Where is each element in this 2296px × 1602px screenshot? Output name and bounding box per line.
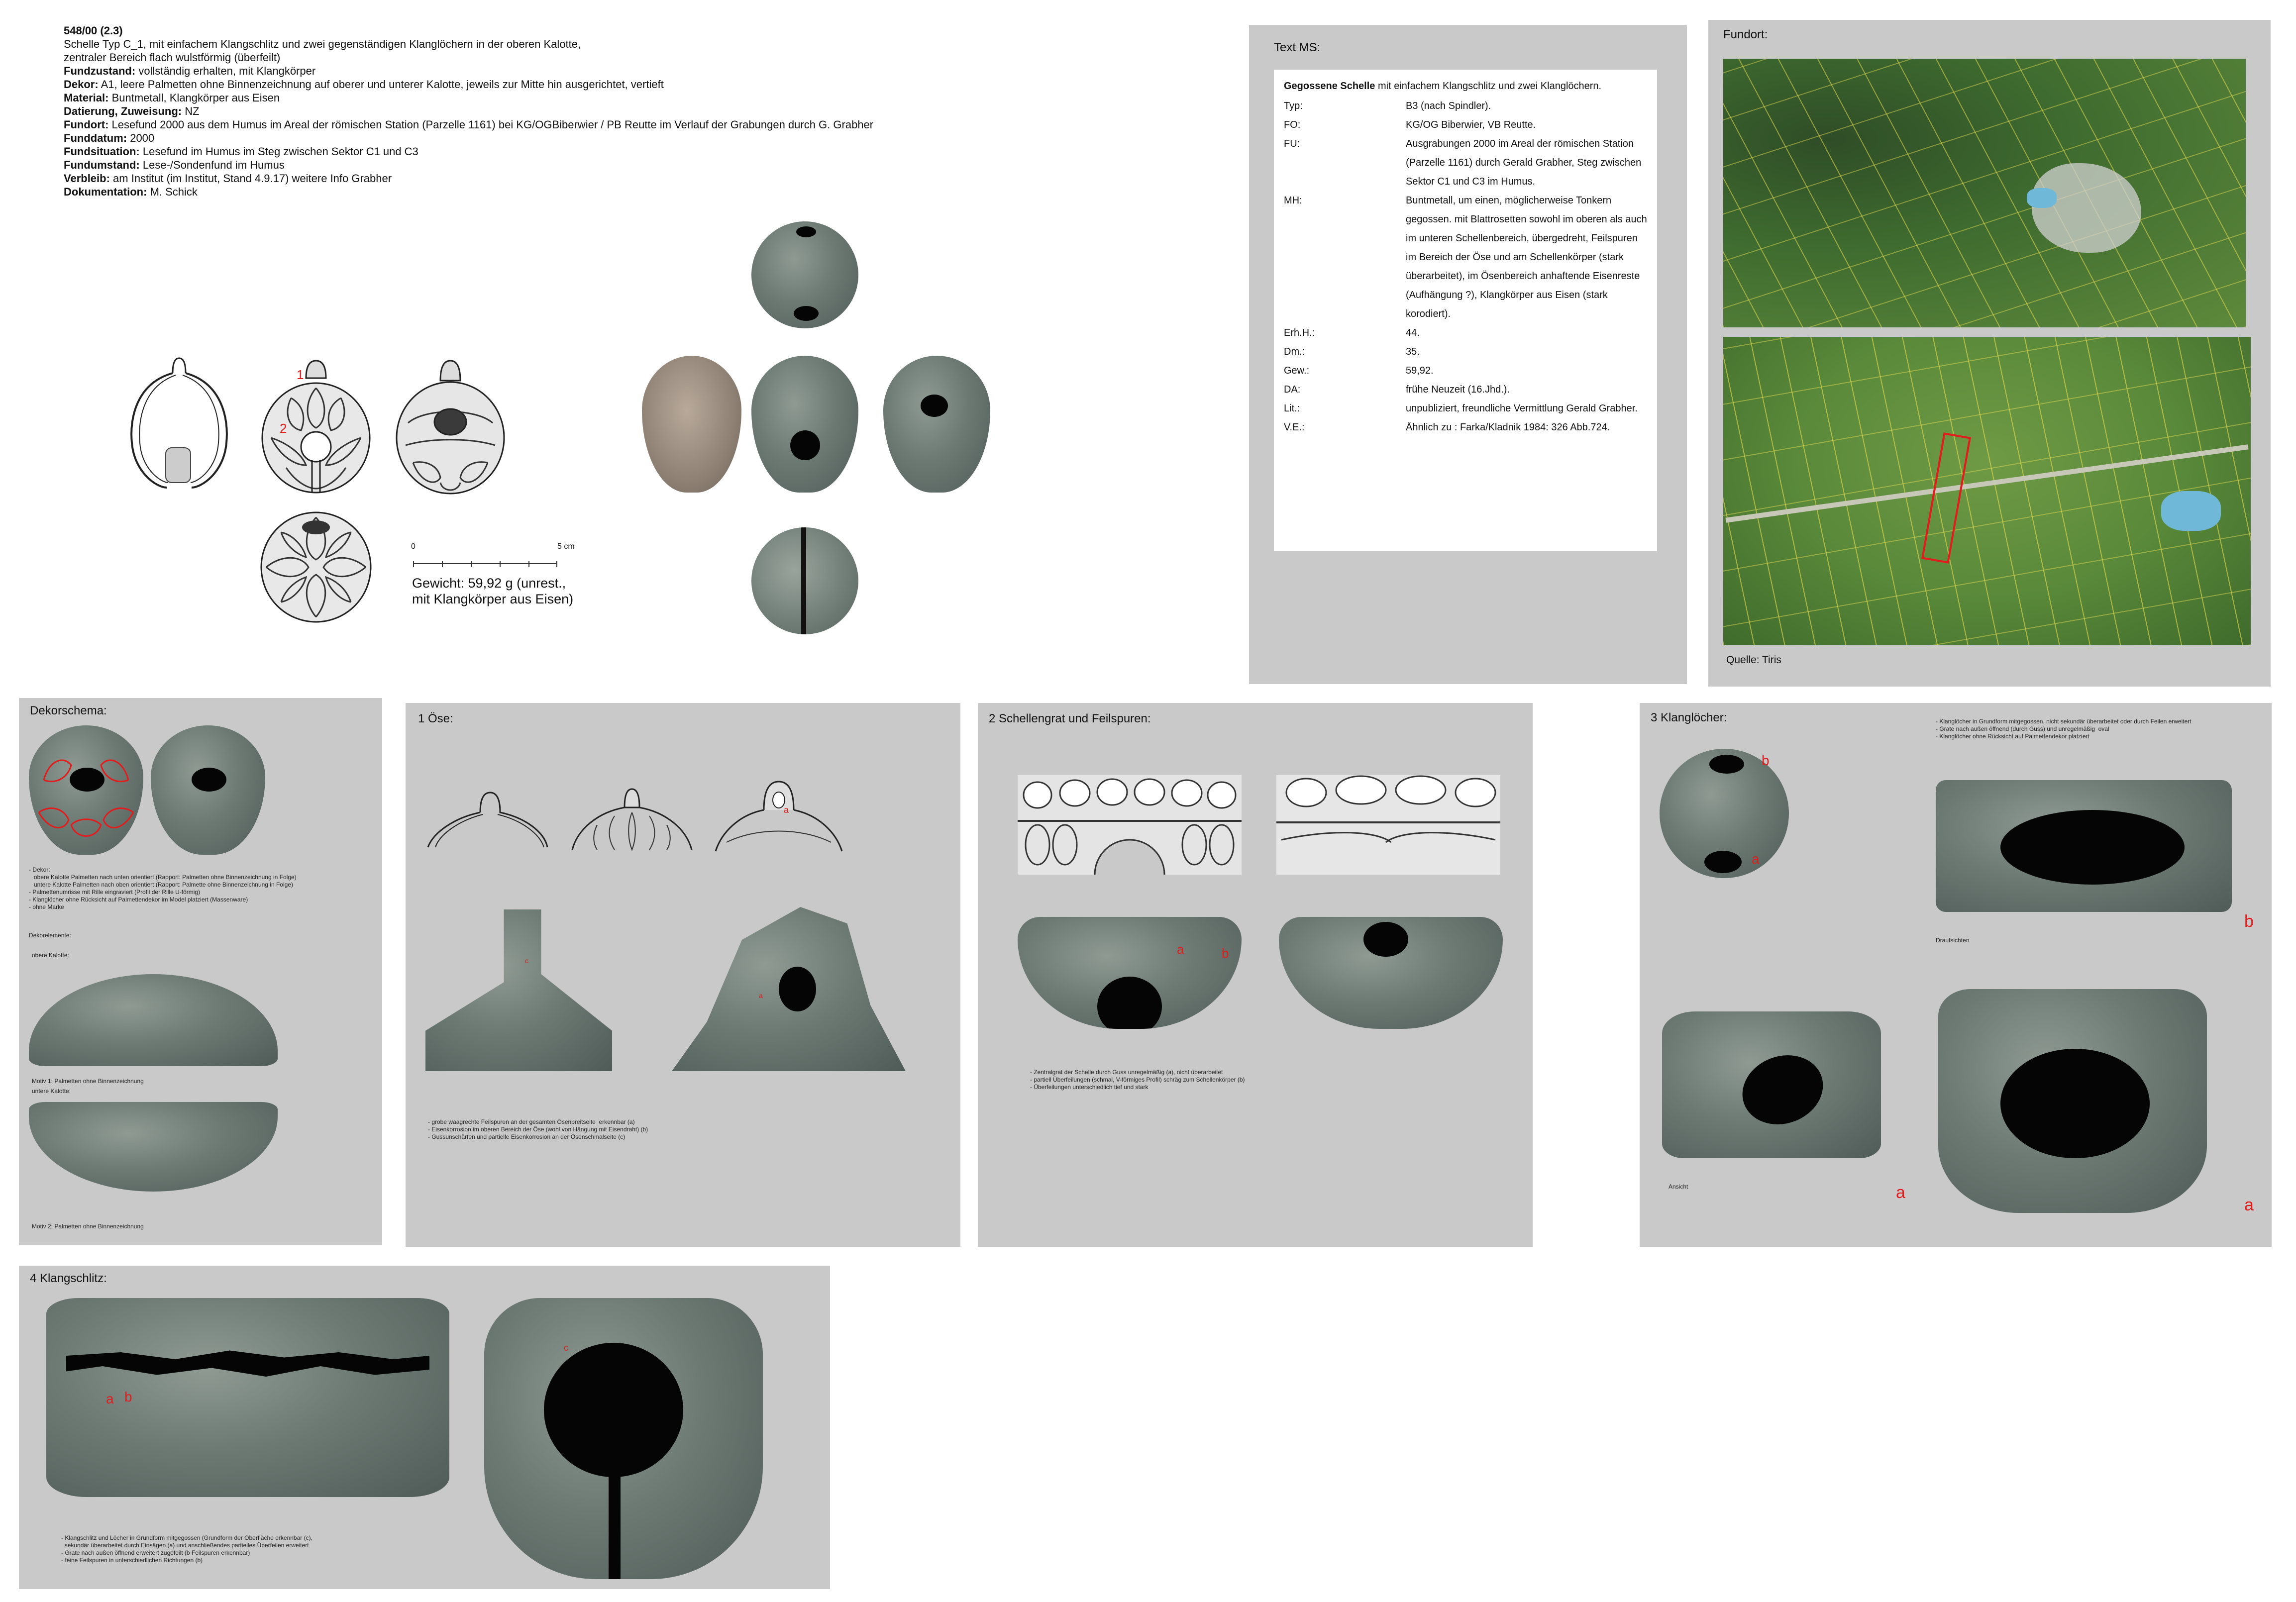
text-ms-panel: [1249, 25, 1687, 684]
grat-panel: [978, 703, 1533, 1247]
photo-oese-front: [672, 907, 906, 1071]
text-ms-row-gew: Gew.: 59,92.: [1284, 365, 1434, 376]
dekor-elements-label: Dekorelemente:: [29, 932, 71, 939]
dekor-lower-label: untere Kalotte:: [32, 1088, 71, 1095]
oese-front-drawing: [567, 780, 697, 852]
text-ms-row-fo: FO: KG/OG Biberwier, VB Reutte.: [1284, 119, 1536, 130]
klang-title: 3 Klanglöcher:: [1651, 711, 1727, 724]
field-fundsituation: Fundsituation: Lesefund im Humus im Steg zwischen Sektor C1 und C3: [64, 145, 418, 158]
field-datierung: Datierung, Zuweisung: NZ: [64, 105, 200, 117]
palmette-outline-overlay: [29, 725, 143, 855]
text-ms-row-ve: V.E.: Ähnlich zu : Farka/Kladnik 1984: 326 Abb.724.: [1284, 422, 1610, 433]
fundort-panel: [1708, 20, 2271, 687]
parcel-highlight: [1921, 432, 1971, 564]
grat-drawing-front: [1018, 775, 1242, 875]
side-view-drawing: [391, 358, 510, 498]
field-dekor: Dekor: A1, leere Palmetten ohne Binnenzeichnung auf oberer und unterer Kalotte, jeweils zur Mitte hin ausgerichtet, vertieft: [64, 78, 664, 91]
photo-dekor-plain: [151, 725, 265, 855]
grat-photo-label-b: b: [1222, 946, 1229, 961]
text-ms-intro: Gegossene Schelle mit einfachem Klangschlitz und zwei Klanglöchern.: [1284, 81, 1602, 92]
klang-ansicht-label-a: a: [1896, 1183, 1905, 1202]
dekorschema-panel: [19, 698, 382, 1245]
oese-notes: - grobe waagrechte Feilspuren an der gesamten Ösenbreitseite erkennbar (a) - Eisenkorrosion im oberen Bereich der Öse (wohl von Hängung mit Eisendraht) (b) - Gussunschärfen und partielle Eisenkorrosion an der Ösenschmalseite (c): [428, 1118, 648, 1140]
klangschlitz-panel: [19, 1266, 830, 1589]
weight-line: mit Klangkörper aus Eisen): [412, 592, 574, 606]
catalogue-header: [64, 24, 1009, 199]
oese-photo-label-a: a: [759, 992, 763, 1000]
drawing-label-1: 1: [297, 367, 304, 382]
drawing-label-2: 2: [280, 421, 287, 436]
dekor-notes: - Dekor: obere Kalotte Palmetten nach unten orientiert (Rapport: Palmetten ohne Binnenzeichnung in Folge) untere Kalotte Palmetten nach oben orientiert (Rapport: Palmette ohne Binnenzeichnung in Folge) - Palmettenumrisse mit Rille eingraviert (Profil der Rille U-förmig) - Klanglöcher ohne Rücksicht auf Palmettendekor im Model platziert (Massenware) - ohne Marke: [29, 866, 297, 910]
schlitz-label-c: c: [564, 1343, 568, 1353]
klang-ansicht-label: Ansicht: [1669, 1183, 1688, 1190]
oese-side-drawing: [712, 773, 846, 852]
photo-klang-draufsicht: [1936, 780, 2232, 912]
header-line: Schelle Typ C_1, mit einfachem Klangschlitz und zwei gegenständigen Klanglöchern in der oberen Kalotte,: [64, 38, 581, 50]
oese-photo-label-c: c: [525, 957, 528, 965]
klang-notes: - Klanglöcher in Grundform mitgegossen, nicht sekundär überarbeitet oder durch Feilen erweitert - Grate nach außen öffnend (durch Guss) und unregelmäßig oval - Klanglöcher ohne Rücksicht auf Palmettendekor platziert: [1936, 718, 2192, 740]
dekorschema-title: Dekorschema:: [30, 704, 107, 717]
photo-lower-kalotte: [29, 1102, 278, 1192]
aerial-map-overview: [1723, 59, 2246, 327]
field-dokumentation: Dokumentation: M. Schick: [64, 186, 198, 198]
dekor-upper-label: obere Kalotte:: [32, 952, 69, 959]
field-material: Material: Buntmetall, Klangkörper aus Eisen: [64, 92, 280, 104]
photo-grat-front: [1018, 917, 1242, 1029]
oese-profile-drawing: [425, 783, 550, 852]
klang-draufsichten-label: Draufsichten: [1936, 937, 1970, 944]
dekor-motiv2: Motiv 2: Palmetten ohne Binnenzeichnung: [32, 1223, 144, 1230]
map-source: Quelle: Tiris: [1726, 654, 1781, 666]
grat-notes: - Zentralgrat der Schelle durch Guss unregelmäßig (a), nicht überarbeitet - partiell Überfeilungen (schmal, V-förmiges Profil) schräg zum Schellenkörper (b) - Überfeilungen unterschiedlich tief und stark: [1030, 1069, 1245, 1091]
klangloecher-panel: [1640, 703, 2272, 1247]
photo-side-left: [642, 356, 741, 493]
klang-draufsicht-label-b: b: [2244, 912, 2254, 931]
photo-oese-side: [425, 909, 612, 1071]
klang-top-label-a: a: [1752, 851, 1760, 867]
grat-photo-label-a: a: [1177, 942, 1184, 957]
photo-upper-kalotte: [29, 974, 278, 1066]
fundort-title: Fundort:: [1723, 28, 1768, 41]
schlitz-notes: - Klangschlitz und Löcher in Grundform mitgegossen (Grundform der Oberfläche erkennbar (c), sekundär überarbeitet durch Einsägen (a) und anschließendes partielles Überfeilen erweitert - Grate nach außen öffnend erweitert zugefeilt (b Feilspuren erkennbar) - feine Feilspuren in unterschiedlichen Richtungen (b): [61, 1534, 313, 1564]
photo-side-right: [883, 356, 990, 493]
scale-bar: [413, 561, 562, 571]
text-ms-row-typ: Typ: B3 (nach Spindler).: [1284, 100, 1491, 111]
photo-schlitz-hole: [484, 1298, 763, 1579]
text-ms-row-da: DA: frühe Neuzeit (16.Jhd.).: [1284, 384, 1510, 395]
scale-zero: 0: [411, 542, 416, 551]
schlitz-title: 4 Klangschlitz:: [30, 1272, 107, 1285]
photo-grat-side: [1279, 917, 1503, 1029]
text-ms-row-dm: Dm.: 35.: [1284, 346, 1420, 357]
text-ms-row-fu: FU: Ausgrabungen 2000 im Areal der römischen Station (Parzelle 1161) durch Gerald Grabher, Steg zwischen Sektor C1 und C3 im Humus.: [1284, 138, 1642, 187]
field-fundzustand: Fundzustand: vollständig erhalten, mit Klangkörper: [64, 65, 316, 77]
klang-detail-label-a: a: [2244, 1196, 2254, 1214]
catalogue-id: 548/00 (2.3): [64, 24, 123, 37]
header-line: zentraler Bereich flach wulstförmig (überfeilt): [64, 51, 281, 64]
text-ms-row-lit: Lit.: unpubliziert, freundliche Vermittlung Gerald Grabher.: [1284, 403, 1638, 414]
field-fundort: Fundort: Lesefund 2000 aus dem Humus im Areal der römischen Station (Parzelle 1161) bei KG/OGBiberwier / PB Reutte im Verlauf der Grabungen durch G. Grabher: [64, 118, 874, 131]
field-verbleib: Verbleib: am Institut (im Institut, Stand 4.9.17) weitere Info Grabher: [64, 172, 392, 185]
weight-note: [412, 575, 573, 607]
field-funddatum: Funddatum: 2000: [64, 132, 155, 144]
grat-drawing-side: [1276, 775, 1500, 875]
photo-klang-ansicht: [1662, 1011, 1881, 1158]
text-ms-title: Text MS:: [1274, 41, 1321, 54]
schlitz-label-a: a: [106, 1391, 114, 1406]
scale-five: 5 cm: [557, 542, 575, 551]
oese-drawing-label-a: a: [784, 805, 789, 815]
text-ms-row-erh: Erh.H.: 44.: [1284, 327, 1420, 338]
photo-klang-detail: [1938, 989, 2207, 1213]
profile-drawing: [127, 353, 231, 498]
text-ms-rows: [1284, 97, 1647, 437]
dekor-motiv1: Motiv 1: Palmetten ohne Binnenzeichnung: [32, 1078, 144, 1085]
photo-dekor-marked: [29, 725, 143, 855]
text-ms-card: [1274, 70, 1657, 551]
oese-panel: [406, 703, 960, 1247]
photo-front: [751, 356, 858, 493]
aerial-map-detail: [1723, 337, 2251, 645]
oese-title: 1 Öse:: [418, 712, 453, 725]
photo-klang-top: [1660, 749, 1789, 878]
photo-bottom-view: [751, 527, 858, 634]
front-view-drawing: [256, 358, 376, 498]
text-ms-row-mh: MH: Buntmetall, um einen, möglicherweise Tonkern gegossen. mit Blattrosetten sowohl im oberen als auch im unteren Schellenbereich, übergedreht, Feilspuren im Bereich der Öse und am Schellenkörper (stark überarbeitet), im Ösenbereich anhaftende Eisenreste (Aufhängung ?), Klangkörper aus Eisen (stark korodiert).: [1284, 195, 1647, 319]
field-fundumstand: Fundumstand: Lese-/Sondenfund im Humus: [64, 159, 285, 171]
klang-top-label-b: b: [1762, 753, 1770, 768]
photo-top-view: [751, 221, 858, 328]
weight-line: Gewicht: 59,92 g (unrest.,: [412, 576, 566, 591]
schlitz-label-b: b: [124, 1389, 132, 1404]
grat-title: 2 Schellengrat und Feilspuren:: [989, 712, 1151, 725]
bottom-view-drawing: [256, 507, 376, 627]
